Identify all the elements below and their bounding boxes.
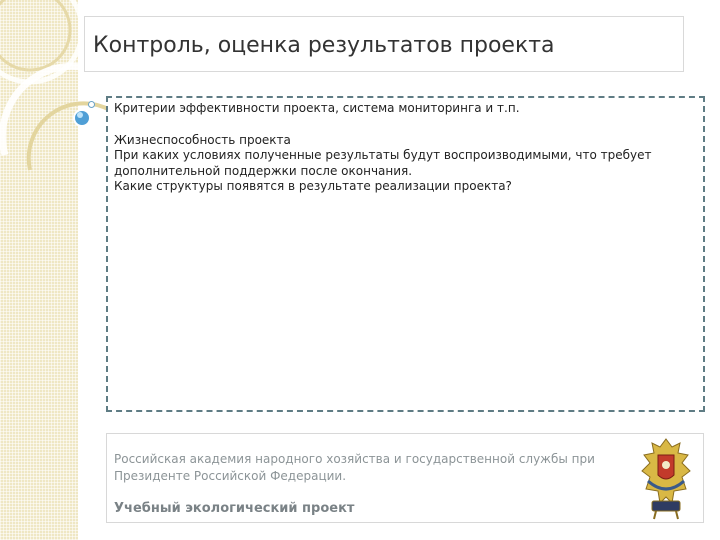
footer-project-label: Учебный экологический проект	[114, 501, 355, 516]
footer-organization: Российская академия народного хозяйства и государственной службы при Президенте Российской Федерации.	[114, 452, 595, 483]
content-text	[114, 101, 694, 195]
content-line-criteria: Критерии эффективности проекта, система мониторинга и т.п.	[114, 101, 520, 115]
bullet-dot-icon	[88, 101, 95, 108]
content-line-structures: Какие структуры появятся в результате реализации проекта?	[114, 179, 512, 194]
content-line-conditions: При каких условиях полученные результаты будут воспроизводимыми, что требует дополнительной поддержки после окончания.	[114, 148, 652, 178]
title-box	[84, 16, 684, 72]
slide-title: Контроль, оценка результатов проекта	[93, 33, 555, 58]
ranepa-emblem-icon	[636, 437, 696, 521]
content-line-viability: Жизнеспособность проекта	[114, 132, 291, 147]
